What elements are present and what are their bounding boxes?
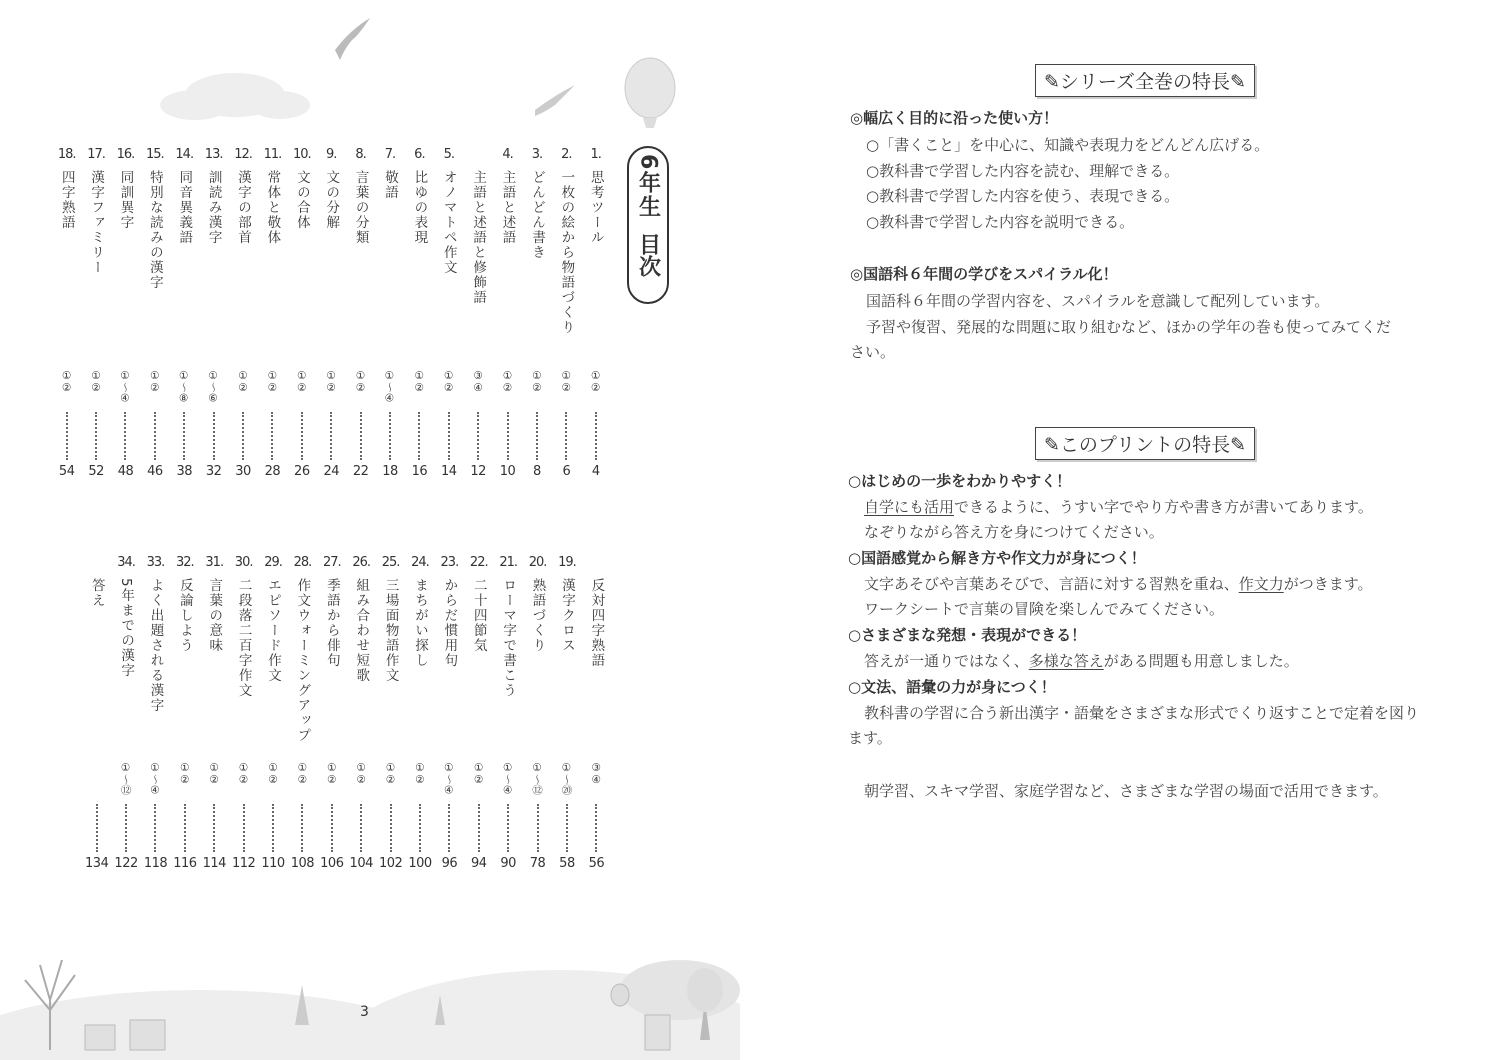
toc-entry-page: 94	[471, 856, 487, 871]
toc-entry-title: 言葉の分類	[352, 170, 369, 245]
toc-label: 目次	[635, 233, 661, 278]
feature-line: 答えが一通りではなく、多様な答えがある問題も用意しました。	[864, 652, 1299, 670]
feature-line: 教科書の学習に合う新出漢字・語彙をさまざまな形式でくり返すことで定着を図り	[864, 704, 1420, 722]
toc-entry	[317, 144, 346, 479]
toc-entry-range: ①②	[90, 370, 103, 394]
series-section1-line: ○「書くこと」を中心に、知識や表現力をどんどん広げる。	[866, 136, 1270, 154]
toc-entry-title: 季語から俳句	[323, 578, 340, 668]
toc-top-list	[52, 144, 610, 479]
toc-entry-range: ①②	[208, 762, 221, 786]
toc-entry-title: 反論しよう	[176, 578, 193, 653]
toc-entry-number: 8.	[355, 147, 366, 162]
toc-entry-range: ①②	[178, 762, 191, 786]
toc-entry	[405, 144, 434, 479]
toc-entry-title: 答え	[88, 578, 105, 608]
toc-entry-range: ①②	[442, 370, 455, 394]
toc-entry-range: ①〜⑫	[119, 762, 132, 795]
pencil-icon: ✎	[1044, 71, 1060, 93]
toc-entry-number: 12.	[234, 147, 252, 162]
toc-entry-number: 7.	[384, 147, 396, 162]
toc-entry-page: 114	[202, 856, 226, 871]
series-heading: ✎シリーズ全巻の特長✎	[1035, 64, 1255, 97]
toc-entry	[435, 552, 464, 871]
series-section2-line: さい。	[850, 343, 896, 361]
toc-entry-range: ①②	[325, 762, 338, 786]
series-section1-line: ○教科書で学習した内容を説明できる。	[866, 213, 1135, 231]
toc-leader-dots	[478, 804, 480, 852]
toc-entry-title: 文の合体	[293, 170, 310, 230]
toc-entry-range: ③④	[472, 370, 485, 394]
toc-entry-page: 104	[349, 856, 373, 871]
toc-leader-dots	[360, 804, 362, 852]
toc-entry	[228, 144, 257, 479]
toc-leader-dots	[477, 412, 479, 460]
toc-leader-dots	[271, 412, 273, 460]
toc-leader-dots	[154, 804, 156, 852]
toc-leader-dots	[243, 804, 245, 852]
toc-entry	[434, 144, 463, 479]
toc-leader-dots	[272, 804, 274, 852]
toc-entry-range: ①②	[355, 762, 368, 786]
toc-entry	[376, 552, 405, 871]
toc-entry-range: ①②	[237, 762, 250, 786]
toc-leader-dots	[330, 412, 332, 460]
feature-title: ○さまざまな発想・表現ができる！	[848, 626, 1087, 644]
toc-entry-title: 作文ウォーミングアップ	[294, 578, 311, 743]
feature-title: ○国語感覚から解き方や作文力が身につく！	[848, 549, 1146, 567]
toc-leader-dots	[301, 804, 303, 852]
toc-entry-title: 比ゆの表現	[411, 170, 428, 245]
toc-entry-number: 14.	[175, 147, 194, 162]
toc-entry-page: 116	[173, 856, 197, 871]
toc-leader-dots	[125, 804, 127, 852]
toc-entry	[493, 552, 522, 871]
toc-leader-dots	[448, 412, 450, 460]
toc-entry-number: 20.	[528, 555, 547, 570]
toc-entry-number: 26.	[352, 555, 371, 570]
toc-entry-number: 25.	[381, 555, 400, 570]
toc-leader-dots	[536, 412, 538, 460]
toc-entry	[287, 144, 316, 479]
toc-entry	[52, 144, 81, 479]
toc-entry-page: 24	[323, 464, 339, 479]
toc-entry-number: 2.	[561, 147, 572, 162]
toc-entry-page: 14	[441, 464, 457, 479]
toc-entry-number: 10.	[292, 147, 311, 162]
toc-leader-dots	[66, 412, 68, 460]
toc-entry	[200, 552, 229, 871]
toc-entry-page: 28	[264, 464, 281, 479]
toc-entry	[317, 552, 346, 871]
toc-entry-number: 13.	[204, 147, 223, 162]
toc-entry-number: 16.	[116, 147, 135, 162]
pencil-icon: ✎	[1230, 434, 1247, 456]
series-section1-line: ○教科書で学習した内容を使う、表現できる。	[866, 187, 1180, 205]
toc-entry	[111, 552, 140, 871]
toc-entry-number: 31.	[205, 555, 224, 570]
toc-entry	[258, 552, 287, 871]
toc-entry	[82, 552, 111, 871]
toc-entry-number: 9.	[326, 147, 337, 162]
toc-entry-number: 19.	[558, 555, 576, 570]
toc-entry-title: 熟語づくり	[529, 578, 546, 653]
toc-leader-dots	[448, 804, 450, 852]
toc-entry-page: 100	[408, 856, 432, 871]
toc-entry-number: 4.	[502, 147, 513, 162]
bird-icon	[535, 85, 575, 116]
toc-entry-range: ①②	[325, 370, 338, 394]
toc-entry-title: 反対四字熟語	[588, 578, 605, 668]
toc-entry	[582, 552, 611, 871]
series-section2-line: 国語科６年間の学習内容を、スパイラルを意識して配列しています。	[866, 292, 1330, 310]
feature-line: ます。	[848, 729, 892, 747]
toc-entry-number: 1.	[590, 147, 601, 162]
toc-entry	[464, 552, 493, 871]
toc-entry	[375, 144, 404, 479]
toc-entry-title: オノマトペ作文	[440, 170, 457, 275]
toc-entry	[463, 144, 492, 479]
bird-icon	[335, 18, 370, 60]
toc-leader-dots	[213, 412, 215, 460]
toc-entry-page: 18	[382, 464, 398, 479]
toc-entry-range: ①②	[501, 370, 514, 394]
toc-entry-range: ①②	[413, 762, 426, 786]
toc-leader-dots	[389, 412, 391, 460]
toc-entry-number: 28.	[293, 555, 312, 570]
toc-entry-page: 54	[58, 464, 75, 479]
toc-entry-range: ①②	[472, 762, 485, 786]
toc-entry-page: 90	[500, 856, 516, 871]
toc-entry-page: 134	[85, 856, 109, 871]
toc-entry-number: 27.	[322, 555, 341, 570]
toc-entry-title: 訓読み漢字	[205, 170, 222, 245]
feature-line: ワークシートで言葉の冒険を楽しんでみてください。	[864, 600, 1225, 618]
series-section1-title: ◎幅広く目的に沿った使い方！	[850, 109, 1059, 127]
toc-entry-number: 11.	[263, 147, 282, 162]
toc-entry-title: 同訓異字	[117, 170, 134, 230]
toc-leader-dots	[242, 412, 244, 460]
cloud-icon	[160, 73, 310, 120]
toc-entry-page: 8	[533, 464, 541, 479]
toc-entry-title: 漢字の部首	[235, 170, 252, 245]
toc-leader-dots	[507, 412, 509, 460]
toc-entry-number: 23.	[440, 555, 459, 570]
feature-title: ○文法、語彙の力が身につく！	[848, 678, 1056, 696]
toc-entry-range: ①〜④	[148, 762, 161, 797]
toc-entry-range: ①〜④	[442, 762, 455, 797]
feature-line: 自学にも活用できるように、うすい字でやり方や書き方が書いてあります。	[864, 498, 1373, 516]
toc-entry-number: 6.	[414, 147, 425, 162]
page-number: 3	[360, 1004, 369, 1020]
toc-entry	[522, 144, 551, 479]
toc-entry-title: 文の分解	[323, 170, 340, 230]
toc-entry-page: 78	[529, 856, 546, 871]
toc-entry	[493, 144, 522, 479]
toc-leader-dots	[154, 412, 156, 460]
toc-entry-number: 33.	[146, 555, 165, 570]
toc-entry	[405, 552, 434, 871]
toc-entry-number: 30.	[234, 555, 253, 570]
toc-leader-dots	[184, 804, 186, 852]
toc-entry-number: 3.	[531, 147, 543, 162]
toc-entry-title: 5年までの漢字	[118, 578, 135, 679]
toc-entry-title: からだ慣用句	[441, 578, 458, 668]
toc-entry-page: 10	[499, 464, 516, 479]
toc-entry-range: ①②	[560, 370, 573, 394]
toc-leader-dots	[595, 412, 597, 460]
toc-entry-title: 漢字ファミリー	[88, 170, 105, 275]
toc-entry-page: 4	[591, 464, 600, 479]
balloon-icon	[611, 984, 629, 1006]
toc-entry-page: 16	[411, 464, 428, 479]
toc-entry-page: 6	[562, 464, 571, 479]
toc-page	[0, 0, 740, 1060]
series-section2-line: 予習や復習、発展的な問題に取り組むなど、ほかの学年の巻も使ってみてくだ	[866, 318, 1392, 336]
toc-entry-range: ①〜④	[118, 370, 131, 405]
toc-entry	[581, 144, 610, 479]
toc-entry-number: 5.	[443, 147, 454, 162]
toc-entry-title: 三場面物語作文	[382, 578, 399, 683]
toc-entry-range: ①②	[413, 370, 426, 394]
toc-entry-range: ③④	[590, 762, 603, 786]
toc-entry-number: 22.	[469, 555, 488, 570]
toc-entry-title: 一枚の絵から物語づくり	[558, 170, 575, 335]
toc-entry-number: 17.	[87, 147, 105, 162]
grade-label: 6年生	[635, 154, 661, 220]
toc-entry-range: ①②	[237, 370, 250, 394]
toc-entry-page: 110	[261, 856, 285, 871]
toc-leader-dots	[507, 804, 509, 852]
toc-entry-title: 組み合わせ短歌	[353, 578, 370, 683]
toc-leader-dots	[537, 804, 539, 852]
toc-leader-dots	[565, 412, 567, 460]
toc-leader-dots	[124, 412, 126, 460]
toc-entry-title: 漢字クロス	[558, 578, 575, 653]
toc-entry-range: ①〜④	[383, 370, 396, 405]
toc-leader-dots	[301, 412, 303, 460]
toc-leader-dots	[183, 412, 185, 460]
toc-entry-page: 118	[143, 856, 168, 871]
toc-entry-page: 102	[378, 856, 403, 871]
toc-entry-title: どんどん書き	[528, 170, 545, 260]
toc-entry-page: 26	[294, 464, 310, 479]
toc-entry-range: ①②	[267, 762, 280, 786]
toc-entry-range: ①②	[354, 370, 367, 394]
toc-leader-dots	[360, 412, 362, 460]
toc-entry-title: ローマ字で書こう	[500, 578, 517, 698]
toc-entry-range: ①〜⑧	[177, 370, 190, 405]
toc-entry-page: 30	[235, 464, 251, 479]
toc-entry	[81, 144, 110, 479]
toc-entry-page: 32	[205, 464, 222, 479]
toc-entry-number: 21.	[499, 555, 517, 570]
toc-entry-range: ①〜⑫	[531, 762, 544, 795]
feature-line: 文字あそびや言葉あそびで、言語に対する習熟を重ね、作文力がつきます。	[864, 575, 1373, 593]
pencil-icon: ✎	[1229, 71, 1246, 93]
toc-entry-title: 主語と述語	[499, 170, 516, 245]
toc-leader-dots	[331, 804, 333, 852]
toc-leader-dots	[96, 804, 98, 852]
toc-entry-range: ①②	[384, 762, 397, 786]
toc-entry-number: 32.	[176, 555, 194, 570]
toc-entry	[170, 552, 199, 871]
toc-entry-number: 24.	[411, 555, 429, 570]
toc-entry-number: 18.	[57, 147, 76, 162]
toc-entry-title: 四字熟語	[58, 170, 75, 230]
toc-entry-range: ①〜⑥	[207, 370, 220, 405]
toc-entry	[523, 552, 552, 871]
toc-leader-dots	[566, 804, 568, 852]
toc-leader-dots	[595, 804, 597, 852]
toc-entry-title: よく出題される漢字	[147, 578, 164, 713]
toc-entry-range: ①〜④	[501, 762, 514, 797]
toc-entry	[288, 552, 317, 871]
toc-entry-page: 106	[320, 856, 344, 871]
toc-entry-page: 46	[147, 464, 163, 479]
toc-entry-range: ①②	[148, 370, 161, 394]
toc-entry-title: 同音異義語	[176, 170, 193, 245]
toc-entry	[552, 144, 581, 479]
toc-entry-title: 特別な読みの漢字	[146, 170, 163, 290]
toc-leader-dots	[95, 412, 97, 460]
feature-title: ○はじめの一歩をわかりやすく！	[848, 472, 1072, 490]
toc-entry-page: 56	[588, 856, 605, 871]
toc-entry-range: ①②	[589, 370, 602, 394]
balloon-icon	[625, 58, 675, 128]
toc-entry	[552, 552, 581, 871]
toc-entry	[229, 552, 258, 871]
toc-entry-title: 主語と述語と修飾語	[470, 170, 487, 305]
toc-entry-title: 二段落二百字作文	[235, 578, 252, 698]
toc-entry-range: ①②	[295, 370, 308, 394]
toc-leader-dots	[419, 804, 421, 852]
toc-entry-title: 二十四節気	[470, 578, 487, 653]
toc-entry-number: 34.	[117, 555, 135, 570]
toc-entry-page: 22	[352, 464, 369, 479]
toc-entry-page: 48	[117, 464, 134, 479]
toc-entry-page: 96	[441, 856, 458, 871]
closing-line: 朝学習、スキマ学習、家庭学習など、さまざまな学習の場面で活用できます。	[864, 782, 1388, 800]
toc-entry-page: 122	[114, 856, 138, 871]
toc-entry	[199, 144, 228, 479]
toc-heading	[627, 146, 669, 304]
toc-leader-dots	[418, 412, 420, 460]
toc-entry-title: 言葉の意味	[206, 578, 223, 653]
toc-entry-number: 15.	[146, 147, 164, 162]
series-section1-line: ○教科書で学習した内容を読む、理解できる。	[866, 162, 1180, 180]
toc-entry-page: 52	[88, 464, 104, 479]
toc-entry	[170, 144, 199, 479]
toc-leader-dots	[213, 804, 215, 852]
toc-entry-page: 108	[290, 856, 315, 871]
toc-entry-range: ①②	[530, 370, 543, 394]
toc-entry-title: エピソード作文	[265, 578, 282, 683]
toc-entry-title: 常体と敬体	[264, 170, 281, 245]
feature-line: なぞりながら答え方を身につけてください。	[864, 523, 1164, 541]
features-page	[760, 0, 1500, 1060]
toc-entry-page: 112	[231, 856, 256, 871]
pencil-icon: ✎	[1044, 434, 1060, 456]
print-heading: ✎このプリントの特長✎	[1035, 427, 1255, 460]
toc-entry-range: ①〜⑳	[560, 762, 573, 795]
toc-entry-title: 敬語	[381, 170, 398, 200]
toc-entry	[346, 144, 375, 479]
toc-entry-page: 38	[176, 464, 193, 479]
toc-entry	[258, 144, 287, 479]
toc-entry	[347, 552, 376, 871]
series-section2-title: ◎国語科６年間の学びをスパイラル化！	[850, 265, 1118, 283]
toc-entry-title: 思考ツール	[587, 170, 604, 245]
toc-entry-range: ①②	[60, 370, 73, 394]
toc-entry-range: ①②	[296, 762, 309, 786]
toc-leader-dots	[390, 804, 392, 852]
toc-entry-page: 12	[470, 464, 486, 479]
toc-entry-page: 58	[559, 856, 575, 871]
toc-entry-range: ①②	[266, 370, 279, 394]
toc-bottom-list	[82, 552, 611, 871]
toc-entry-number: 29.	[264, 555, 282, 570]
toc-entry	[111, 144, 140, 479]
toc-entry-title: まちがい探し	[411, 578, 428, 668]
toc-entry	[141, 552, 170, 871]
toc-entry	[140, 144, 169, 479]
